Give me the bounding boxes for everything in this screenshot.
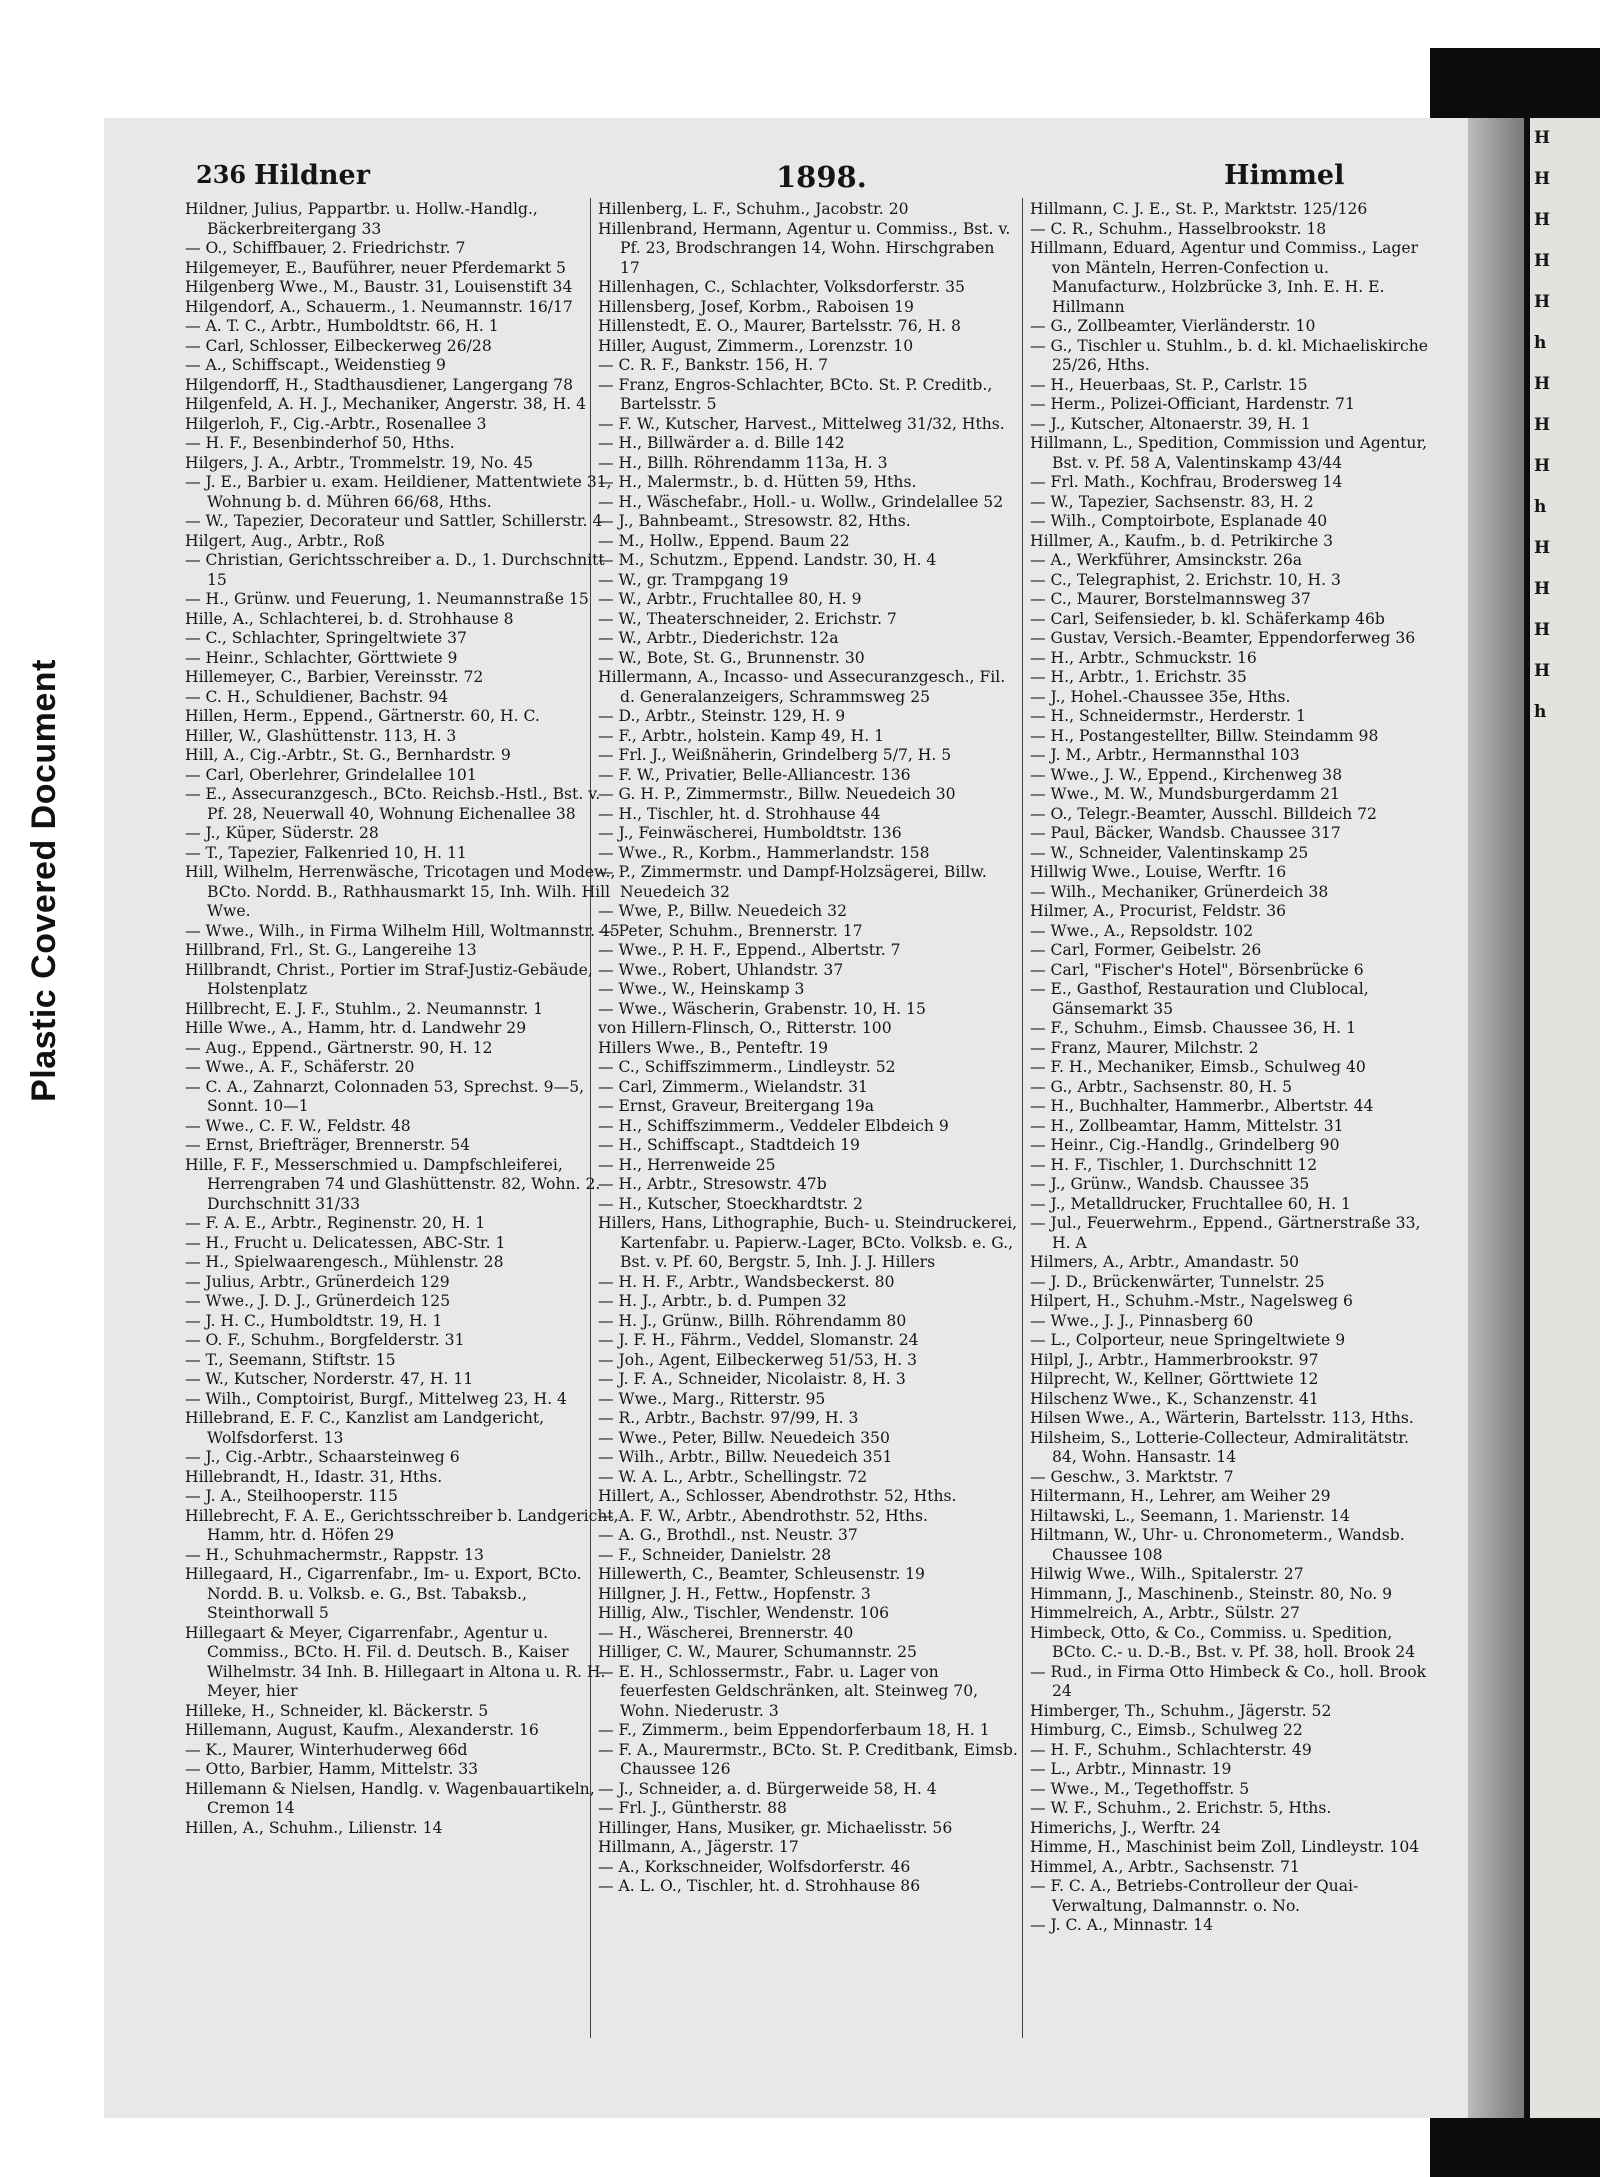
directory-entry: — Heinr., Schlachter, Görttwiete 9 <box>185 648 458 667</box>
next-page-fragment: H <box>1534 620 1551 640</box>
directory-entry: Hilgenberg Wwe., M., Baustr. 31, Louisenstift 34 <box>185 278 573 296</box>
directory-entry: — Wwe., Wilh., in Firma Wilhelm Hill, Woltmannstr. 45 <box>185 921 620 940</box>
directory-entry: Hillenbrand, Hermann, Agentur u. Commiss., Bst. v. Pf. 23, Brodschrangen 14, Wohn. Hirschgraben 17 <box>598 219 1011 277</box>
directory-entry: — J., Kutscher, Altonaerstr. 39, H. 1 <box>1030 414 1311 433</box>
next-page-fragment: H <box>1534 661 1551 681</box>
directory-entry: — W., Tapezier, Sachsenstr. 83, H. 2 <box>1030 492 1314 511</box>
next-page-fragment: H <box>1534 210 1551 230</box>
directory-entry: — M., Hollw., Eppend. Baum 22 <box>598 531 850 550</box>
directory-entry: — H., Zollbeamtar, Hamm, Mittelstr. 31 <box>1030 1116 1344 1135</box>
directory-entry: Hillers Wwe., B., Penteftr. 19 <box>598 1038 829 1057</box>
directory-entry: — H., Wäscherei, Brennerstr. 40 <box>598 1623 854 1642</box>
directory-entry: Hillers, Hans, Lithographie, Buch- u. Steindruckerei, Kartenfabr. u. Papierw.-Lager, BCto. Volksb. e. G., Bst. v. Pf. 60, Bergstr. 5, Inh. J. J. Hillers <box>598 1214 1018 1271</box>
directory-entry: Hillensberg, Josef, Korbm., Raboisen 19 <box>598 297 914 316</box>
directory-entry: — Wwe., J. J., Pinnasberg 60 <box>1030 1311 1254 1330</box>
directory-entry: Hilgerloh, F., Cig.-Arbtr., Rosenallee 3 <box>185 414 487 433</box>
directory-entry: — H., Wäschefabr., Holl.- u. Wollw., Grindelallee 52 <box>598 492 1004 511</box>
directory-entry: — R., Arbtr., Bachstr. 97/99, H. 3 <box>598 1409 859 1427</box>
directory-entry: Himberger, Th., Schuhm., Jägerstr. 52 <box>1030 1701 1332 1720</box>
directory-entry: — Jul., Feuerwehrm., Eppend., Gärtnerstraße 33, H. A <box>1030 1214 1421 1252</box>
next-page-fragment: H <box>1534 579 1551 599</box>
directory-entry: Hiltermann, H., Lehrer, am Weiher 29 <box>1030 1487 1331 1505</box>
directory-entry: Hill, Wilhelm, Herrenwäsche, Tricotagen und Modew., BCto. Nordd. B., Rathhausmarkt 15, Inh. Wilh. Hill Wwe. <box>185 863 616 920</box>
directory-entry: — A., Schiffscapt., Weidenstieg 9 <box>185 356 446 374</box>
next-page-fragment: H <box>1534 128 1551 148</box>
directory-entry: — F. H., Mechaniker, Eimsb., Schulweg 40 <box>1030 1058 1366 1076</box>
directory-entry: — H., Schiffscapt., Stadtdeich 19 <box>598 1136 860 1154</box>
gutter-shadow <box>1468 118 1524 2118</box>
page-number: 236 <box>196 160 247 189</box>
directory-entry: — Wilh., Comptoirist, Burgf., Mittelweg 23, H. 4 <box>185 1389 567 1408</box>
directory-entry: — Carl, Former, Geibelstr. 26 <box>1030 941 1262 959</box>
directory-entry: — J., Bahnbeamt., Stresowstr. 82, Hths. <box>598 512 911 530</box>
directory-entry: Himburg, C., Eimsb., Schulweg 22 <box>1030 1721 1303 1739</box>
directory-entry: — H., Billwärder a. d. Bille 142 <box>598 434 845 452</box>
next-page-fragment: H <box>1534 251 1551 271</box>
directory-entry: — D., Arbtr., Steinstr. 129, H. 9 <box>598 707 846 725</box>
next-page-fragment: h <box>1534 333 1547 353</box>
next-page-fragment: H <box>1534 169 1551 189</box>
directory-entry: — J. C. A., Minnastr. 14 <box>1030 1916 1214 1934</box>
directory-entry: Hilliger, C. W., Maurer, Schumannstr. 25 <box>598 1643 917 1661</box>
directory-entry: — W., Arbtr., Fruchtallee 80, H. 9 <box>598 590 862 608</box>
directory-entry: Hillenberg, L. F., Schuhm., Jacobstr. 20 <box>598 200 909 218</box>
directory-entry: — Christian, Gerichtsschreiber a. D., 1. Durchschnitt 15 <box>185 551 605 589</box>
next-page-edge <box>1530 118 1600 2118</box>
directory-entry: Hillenhagen, C., Schlachter, Volksdorferstr. 35 <box>598 278 965 296</box>
directory-entry: Himmann, J., Maschinenb., Steinstr. 80, No. 9 <box>1030 1584 1393 1603</box>
next-page-fragment: H <box>1534 456 1551 476</box>
directory-entry: — A. F. W., Arbtr., Abendrothstr. 52, Hths. <box>598 1506 928 1525</box>
directory-entry: — O. F., Schuhm., Borgfelderstr. 31 <box>185 1331 465 1349</box>
directory-entry: — O., Telegr.-Beamter, Ausschl. Billdeich 72 <box>1030 804 1377 823</box>
directory-entry: Hillwig Wwe., Louise, Werftr. 16 <box>1030 863 1287 881</box>
directory-entry: — W., Bote, St. G., Brunnenstr. 30 <box>598 648 865 667</box>
directory-entry: — Wwe., Peter, Billw. Neuedeich 350 <box>598 1428 890 1447</box>
directory-entry: — M., Schutzm., Eppend. Landstr. 30, H. 4 <box>598 551 937 569</box>
directory-entry: — H. J., Grünw., Billh. Röhrendamm 80 <box>598 1311 907 1330</box>
directory-entry: Hilsheim, S., Lotterie-Collecteur, Admiralitätstr. 84, Wohn. Hansastr. 14 <box>1030 1428 1409 1466</box>
directory-entry: — C. H., Schuldiener, Bachstr. 94 <box>185 687 449 706</box>
directory-entry: Hiltawski, L., Seemann, 1. Marienstr. 14 <box>1030 1506 1350 1525</box>
directory-entry: — Franz, Engros-Schlachter, BCto. St. P. Creditb., Bartelsstr. 5 <box>598 375 993 413</box>
directory-entry: — Frl. J., Güntherstr. 88 <box>598 1799 787 1817</box>
directory-entry: Hillgner, J. H., Fettw., Hopfenstr. 3 <box>598 1584 871 1603</box>
directory-entry: — Rud., in Firma Otto Himbeck & Co., holl. Brook 24 <box>1030 1662 1427 1700</box>
directory-entry: — E. H., Schlossermstr., Fabr. u. Lager von feuerfesten Geldschränken, alt. Steinweg 70, Wohn. Niederustr. 3 <box>598 1662 979 1720</box>
directory-entry: Hilmers, A., Arbtr., Amandastr. 50 <box>1030 1253 1300 1271</box>
directory-entry: — G., Tischler u. Stuhlm., b. d. kl. Michaeliskirche 25/26, Hths. <box>1030 336 1429 374</box>
next-page-fragment: H <box>1534 292 1551 312</box>
directory-entry: — Ernst, Graveur, Breitergang 19a <box>598 1097 875 1115</box>
directory-entry: — W., gr. Trampgang 19 <box>598 570 789 589</box>
directory-entry: — H., Postangestellter, Billw. Steindamm 98 <box>1030 726 1379 745</box>
directory-entry: — F. A., Maurermstr., BCto. St. P. Creditbank, Eimsb. Chaussee 126 <box>598 1740 1018 1778</box>
directory-entry: — Carl, Zimmerm., Wielandstr. 31 <box>598 1077 868 1096</box>
directory-entry: — H. F., Schuhm., Schlachterstr. 49 <box>1030 1740 1312 1759</box>
directory-entry: — J., Feinwäscherei, Humboldtstr. 136 <box>598 824 902 842</box>
directory-entry: — H., Tischler, ht. d. Strohhause 44 <box>598 804 881 823</box>
directory-entry: — F., Schuhm., Eimsb. Chaussee 36, H. 1 <box>1030 1019 1356 1037</box>
directory-entry: Hille, F. F., Messerschmied u. Dampfschleiferei, Herrengraben 74 und Glashüttenstr. 82, Wohn. 2. Durchschnitt 31/33 <box>185 1155 601 1213</box>
directory-entry: — L., Colporteur, neue Springeltwiete 9 <box>1030 1331 1346 1349</box>
directory-entry: Hille Wwe., A., Hamm, htr. d. Landwehr 29 <box>185 1019 527 1037</box>
directory-entry: Hillmann, L., Spedition, Commission und Agentur, Bst. v. Pf. 58 A, Valentinskamp 43/44 <box>1030 434 1428 472</box>
directory-entry: — Wwe., M., Tegethoffstr. 5 <box>1030 1779 1250 1798</box>
directory-entry: — C., Maurer, Borstelmannsweg 37 <box>1030 590 1311 608</box>
directory-entry: — J. M., Arbtr., Hermannsthal 103 <box>1030 746 1300 764</box>
directory-entry: — Carl, Schlosser, Eilbeckerweg 26/28 <box>185 336 492 355</box>
directory-entry: Hilschenz Wwe., K., Schanzenstr. 41 <box>1030 1389 1319 1408</box>
directory-entry: — Herm., Polizei-Officiant, Hardenstr. 71 <box>1030 395 1355 413</box>
directory-entry: Himerichs, J., Werftr. 24 <box>1030 1818 1221 1837</box>
directory-entry: — J. F. A., Schneider, Nicolaistr. 8, H. 3 <box>598 1370 906 1388</box>
directory-entry: — C. R. F., Bankstr. 156, H. 7 <box>598 356 829 374</box>
directory-entry: — Carl, Oberlehrer, Grindelallee 101 <box>185 765 477 784</box>
directory-entry: — W., Tapezier, Decorateur und Sattler, Schillerstr. 4 <box>185 512 603 530</box>
directory-entry: — Otto, Barbier, Hamm, Mittelstr. 33 <box>185 1760 479 1778</box>
directory-entry: Hilpl, J., Arbtr., Hammerbrookstr. 97 <box>1030 1350 1319 1369</box>
directory-entry: — C., Telegraphist, 2. Erichstr. 10, H. 3 <box>1030 570 1341 589</box>
directory-column-1 <box>185 200 625 1838</box>
directory-entry: Hilgert, Aug., Arbtr., Roß <box>185 531 385 550</box>
directory-entry: von Hillern-Flinsch, O., Ritterstr. 100 <box>598 1019 892 1037</box>
directory-entry: Hillbrand, Frl., St. G., Langereihe 13 <box>185 941 477 959</box>
directory-entry: — A., Werkführer, Amsinckstr. 26a <box>1030 551 1303 569</box>
directory-entry: — H., Schiffszimmerm., Veddeler Elbdeich 9 <box>598 1116 949 1135</box>
directory-entry: — J., Hohel.-Chaussee 35e, Hths. <box>1030 687 1291 706</box>
directory-entry: Hillmann, C. J. E., St. P., Marktstr. 125/126 <box>1030 200 1368 218</box>
next-page-fragment: h <box>1534 702 1547 722</box>
directory-entry: — F. W., Privatier, Belle-Alliancestr. 136 <box>598 765 911 784</box>
directory-entry: Himbeck, Otto, & Co., Commiss. u. Spedition, BCto. C.- u. D.-B., Bst. v. Pf. 38, holl. Brook 24 <box>1030 1623 1416 1661</box>
directory-entry: — J. D., Brückenwärter, Tunnelstr. 25 <box>1030 1272 1325 1291</box>
directory-entry: — H., Schuhmachermstr., Rappstr. 13 <box>185 1545 484 1564</box>
directory-entry: Hillen, Herm., Eppend., Gärtnerstr. 60, H. C. <box>185 707 540 725</box>
directory-entry: Hilpert, H., Schuhm.-Mstr., Nagelsweg 6 <box>1030 1292 1353 1310</box>
directory-entry: — Wwe., Robert, Uhlandstr. 37 <box>598 960 844 979</box>
directory-entry: — H. J., Arbtr., b. d. Pumpen 32 <box>598 1292 847 1310</box>
directory-entry: — A. L. O., Tischler, ht. d. Strohhause 86 <box>598 1877 921 1895</box>
directory-entry: — Geschw., 3. Marktstr. 7 <box>1030 1467 1234 1486</box>
directory-entry: Hillemeyer, C., Barbier, Vereinsstr. 72 <box>185 668 484 686</box>
directory-entry: — E., Gasthof, Restauration und Clublocal, Gänsemarkt 35 <box>1030 980 1369 1018</box>
directory-entry: — T., Tapezier, Falkenried 10, H. 11 <box>185 843 467 862</box>
directory-column-2 <box>598 200 1018 1897</box>
directory-entry: — H., Schneidermstr., Herderstr. 1 <box>1030 707 1306 725</box>
directory-entry: Hilgendorff, H., Stadthausdiener, Langergang 78 <box>185 375 574 394</box>
header-left-word: Hildner <box>254 160 370 191</box>
directory-entry: — J. E., Barbier u. exam. Heildiener, Mattentwiete 31, Wohnung b. d. Mühren 66/68, Hths. <box>185 473 612 511</box>
directory-entry: Hille, A., Schlachterei, b. d. Strohhause 8 <box>185 609 514 628</box>
directory-entry: — Paul, Bäcker, Wandsb. Chaussee 317 <box>1030 824 1341 842</box>
page-header <box>104 160 1424 200</box>
directory-entry: Hillemann & Nielsen, Handlg. v. Wagenbauartikeln, Cremon 14 <box>185 1779 595 1817</box>
directory-entry: — J., Grünw., Wandsb. Chaussee 35 <box>1030 1175 1310 1193</box>
directory-entry: Hilsen Wwe., A., Wärterin, Bartelsstr. 113, Hths. <box>1030 1409 1414 1427</box>
directory-entry: — Wwe., M. W., Mundsburgerdamm 21 <box>1030 785 1340 803</box>
directory-entry: — W. F., Schuhm., 2. Erichstr. 5, Hths. <box>1030 1799 1332 1817</box>
directory-entry: — Franz, Maurer, Milchstr. 2 <box>1030 1038 1259 1057</box>
directory-entry: — H., Herrenweide 25 <box>598 1155 776 1174</box>
directory-entry: — Wwe., A., Repsoldstr. 102 <box>1030 921 1254 940</box>
directory-entry: — H., Kutscher, Stoeckhardtstr. 2 <box>598 1194 863 1213</box>
directory-entry: — Wilh., Comptoirbote, Esplanade 40 <box>1030 512 1328 530</box>
directory-entry: Hilgendorf, A., Schauerm., 1. Neumannstr. 16/17 <box>185 297 573 316</box>
directory-entry: — Peter, Schuhm., Brennerstr. 17 <box>598 921 863 940</box>
directory-entry: — C., Schiffszimmerm., Lindleystr. 52 <box>598 1058 896 1076</box>
directory-entry: — H., Spielwaarengesch., Mühlenstr. 28 <box>185 1253 504 1271</box>
directory-entry: — Carl, "Fischer's Hotel", Börsenbrücke 6 <box>1030 960 1364 979</box>
directory-entry: — Heinr., Cig.-Handlg., Grindelberg 90 <box>1030 1136 1340 1154</box>
directory-entry: — H. F., Tischler, 1. Durchschnitt 12 <box>1030 1155 1318 1174</box>
directory-entry: — J., Küper, Süderstr. 28 <box>185 824 379 842</box>
column-divider <box>1022 198 1023 2038</box>
directory-entry: — C., Schlachter, Springeltwiete 37 <box>185 629 467 647</box>
directory-entry: — Gustav, Versich.-Beamter, Eppendorferweg 36 <box>1030 629 1416 647</box>
directory-entry: Hilleke, H., Schneider, kl. Bäckerstr. 5 <box>185 1701 489 1720</box>
directory-entry: — H., Arbtr., Stresowstr. 47b <box>598 1175 827 1193</box>
directory-entry: — Carl, Seifensieder, b. kl. Schäferkamp 46b <box>1030 609 1385 628</box>
directory-entry: — H. H. F., Arbtr., Wandsbeckerst. 80 <box>598 1272 895 1291</box>
directory-entry: — G., Zollbeamter, Vierländerstr. 10 <box>1030 317 1316 335</box>
directory-entry: — Wwe., C. F. W., Feldstr. 48 <box>185 1116 411 1135</box>
directory-entry: — F. C. A., Betriebs-Controlleur der Quai-Verwaltung, Dalmannstr. o. No. <box>1030 1877 1359 1915</box>
directory-entry: — A. T. C., Arbtr., Humboldtstr. 66, H. 1 <box>185 317 499 335</box>
directory-entry: — T., Seemann, Stiftstr. 15 <box>185 1350 396 1369</box>
directory-entry: — J. A., Steilhooperstr. 115 <box>185 1487 398 1505</box>
directory-entry: — L., Arbtr., Minnastr. 19 <box>1030 1760 1232 1778</box>
directory-entry: — C. A., Zahnarzt, Colonnaden 53, Sprechst. 9—5, Sonnt. 10—1 <box>185 1077 585 1115</box>
next-page-fragment: H <box>1534 415 1551 435</box>
directory-entry: — W., Theaterschneider, 2. Erichstr. 7 <box>598 609 897 628</box>
directory-entry: Hillebrecht, F. A. E., Gerichtsschreiber b. Landgericht, Hamm, htr. d. Höfen 29 <box>185 1506 619 1544</box>
directory-entry: — A. G., Brothdl., nst. Neustr. 37 <box>598 1526 858 1544</box>
directory-entry: Hiller, W., Glashüttenstr. 113, H. 3 <box>185 726 457 745</box>
directory-entry: Hiltmann, W., Uhr- u. Chronometerm., Wandsb. Chaussee 108 <box>1030 1526 1405 1564</box>
directory-entry: — Wwe., Marg., Ritterstr. 95 <box>598 1389 826 1408</box>
directory-entry: Hilmer, A., Procurist, Feldstr. 36 <box>1030 902 1287 920</box>
directory-entry: — H., Billh. Röhrendamm 113a, H. 3 <box>598 453 888 472</box>
directory-entry: Hillmann, Eduard, Agentur und Commiss., Lager von Mänteln, Herren-Confection u. Manufacturw., Holzbrücke 3, Inh. E. H. E. Hillmann <box>1030 239 1419 316</box>
directory-entry: — H. F., Besenbinderhof 50, Hths. <box>185 434 455 452</box>
directory-entry: Hillig, Alw., Tischler, Wendenstr. 106 <box>598 1604 890 1622</box>
next-page-fragment: h <box>1534 497 1547 517</box>
directory-entry: — W., Kutscher, Norderstr. 47, H. 11 <box>185 1370 474 1388</box>
directory-entry: — H., Grünw. und Feuerung, 1. Neumannstraße 15 <box>185 590 589 608</box>
directory-entry: Hillebrandt, H., Idastr. 31, Hths. <box>185 1467 443 1486</box>
directory-entry: — Frl. J., Weißnäherin, Grindelberg 5/7, H. 5 <box>598 746 952 764</box>
directory-entry: — P., Zimmermstr. und Dampf-Holzsägerei, Billw. Neuedeich 32 <box>598 863 987 901</box>
directory-entry: — G. H. P., Zimmermstr., Billw. Neuedeich 30 <box>598 785 956 803</box>
directory-entry: Hillewerth, C., Beamter, Schleusenstr. 19 <box>598 1565 925 1583</box>
directory-entry: — Wwe., J. D. J., Grünerdeich 125 <box>185 1292 451 1310</box>
directory-entry: Himme, H., Maschinist beim Zoll, Lindleystr. 104 <box>1030 1838 1420 1856</box>
directory-entry: Hilgers, J. A., Arbtr., Trommelstr. 19, No. 45 <box>185 453 534 472</box>
directory-entry: Himmelreich, A., Arbtr., Sülstr. 27 <box>1030 1604 1300 1622</box>
directory-entry: — H., Malermstr., b. d. Hütten 59, Hths. <box>598 473 917 491</box>
directory-entry: Hilgenfeld, A. H. J., Mechaniker, Angerstr. 38, H. 4 <box>185 395 587 413</box>
next-page-fragment: H <box>1534 538 1551 558</box>
directory-entry: — Julius, Arbtr., Grünerdeich 129 <box>185 1272 450 1291</box>
directory-entry: — J., Cig.-Arbtr., Schaarsteinweg 6 <box>185 1448 460 1466</box>
directory-entry: — K., Maurer, Winterhuderweg 66d <box>185 1740 468 1759</box>
directory-entry: — J., Metalldrucker, Fruchtallee 60, H. 1 <box>1030 1194 1351 1213</box>
directory-entry: Hillebrand, E. F. C., Kanzlist am Landgericht, Wolfsdorferst. 13 <box>185 1409 545 1447</box>
directory-entry: — E., Assecuranzgesch., BCto. Reichsb.-Hstl., Bst. v. Pf. 28, Neuerwall 40, Wohnung Eichenallee 38 <box>185 785 601 823</box>
directory-entry: — W., Arbtr., Diederichstr. 12a <box>598 629 839 647</box>
directory-entry: — H., Frucht u. Delicatessen, ABC-Str. 1 <box>185 1233 506 1252</box>
directory-entry: — Wwe., Wäscherin, Grabenstr. 10, H. 15 <box>598 999 926 1018</box>
next-page-fragment: H <box>1534 374 1551 394</box>
directory-entry: Hiller, August, Zimmerm., Lorenzstr. 10 <box>598 336 914 355</box>
directory-entry: Hillemann, August, Kaufm., Alexanderstr. 16 <box>185 1721 539 1739</box>
directory-entry: — H., Arbtr., 1. Erichstr. 35 <box>1030 668 1247 686</box>
directory-entry: — Wilh., Mechaniker, Grünerdeich 38 <box>1030 882 1329 901</box>
directory-entry: Hillegaard, H., Cigarrenfabr., Im- u. Export, BCto. Nordd. B. u. Volksb. e. G., Bst. Tabaksb., Steinthorwall 5 <box>185 1565 582 1622</box>
directory-entry: — Wwe., J. W., Eppend., Kirchenweg 38 <box>1030 765 1343 784</box>
directory-entry: — H., Heuerbaas, St. P., Carlstr. 15 <box>1030 375 1308 394</box>
directory-entry: — A., Korkschneider, Wolfsdorferstr. 46 <box>598 1857 911 1876</box>
directory-entry: Hilgemeyer, E., Bauführer, neuer Pferdemarkt 5 <box>185 258 566 277</box>
header-year: 1898. <box>776 160 867 194</box>
directory-entry: Hildner, Julius, Pappartbr. u. Hollw.-Handlg., Bäckerbreitergang 33 <box>185 200 538 238</box>
directory-entry: — O., Schiffbauer, 2. Friedrichstr. 7 <box>185 239 466 257</box>
directory-entry: Hilwig Wwe., Wilh., Spitalerstr. 27 <box>1030 1565 1304 1583</box>
directory-entry: Hillmann, A., Jägerstr. 17 <box>598 1838 799 1856</box>
directory-entry: — F., Arbtr., holstein. Kamp 49, H. 1 <box>598 726 885 745</box>
directory-entry: Hillinger, Hans, Musiker, gr. Michaelisstr. 56 <box>598 1818 953 1837</box>
directory-entry: — W. A. L., Arbtr., Schellingstr. 72 <box>598 1467 868 1486</box>
directory-entry: — J. F. H., Fährm., Veddel, Slomanstr. 24 <box>598 1331 919 1349</box>
directory-entry: — J. H. C., Humboldtstr. 19, H. 1 <box>185 1311 443 1330</box>
directory-entry: — Wwe., A. F., Schäferstr. 20 <box>185 1058 415 1076</box>
directory-entry: — H., Buchhalter, Hammerbr., Albertstr. 44 <box>1030 1097 1374 1115</box>
directory-entry: — Wwe., W., Heinskamp 3 <box>598 980 805 998</box>
directory-entry: — Wwe., P. H. F., Eppend., Albertstr. 7 <box>598 941 901 959</box>
directory-entry: — Wwe., R., Korbm., Hammerlandstr. 158 <box>598 843 930 862</box>
directory-entry: — F. W., Kutscher, Harvest., Mittelweg 31/32, Hths. <box>598 414 1005 433</box>
directory-entry: Hill, A., Cig.-Arbtr., St. G., Bernhardstr. 9 <box>185 746 511 764</box>
directory-entry: Hillmer, A., Kaufm., b. d. Petrikirche 3 <box>1030 531 1334 550</box>
directory-entry: Hillen, A., Schuhm., Lilienstr. 14 <box>185 1818 443 1837</box>
directory-entry: — Frl. Math., Kochfrau, Brodersweg 14 <box>1030 473 1343 491</box>
directory-entry: — G., Arbtr., Sachsenstr. 80, H. 5 <box>1030 1077 1293 1096</box>
directory-entry: — Wwe, P., Billw. Neuedeich 32 <box>598 902 848 920</box>
header-right-word: Himmel <box>1224 160 1345 191</box>
directory-entry: — C. R., Schuhm., Hasselbrookstr. 18 <box>1030 219 1327 238</box>
directory-entry: — Joh., Agent, Eilbeckerweg 51/53, H. 3 <box>598 1350 918 1369</box>
directory-entry: Hillermann, A., Incasso- und Assecuranzgesch., Fil. d. Generalanzeigers, Schrammsweg 25 <box>598 668 1006 706</box>
directory-entry: Hillenstedt, E. O., Maurer, Bartelsstr. 76, H. 8 <box>598 317 961 335</box>
directory-entry: — J., Schneider, a. d. Bürgerweide 58, H. 4 <box>598 1779 937 1798</box>
directory-entry: Hillert, A., Schlosser, Abendrothstr. 52, Hths. <box>598 1487 957 1505</box>
directory-entry: — Ernst, Briefträger, Brennerstr. 54 <box>185 1136 471 1154</box>
directory-entry: — Aug., Eppend., Gärtnerstr. 90, H. 12 <box>185 1038 493 1057</box>
directory-entry: — F., Zimmerm., beim Eppendorferbaum 18, H. 1 <box>598 1721 990 1739</box>
directory-entry: — Wilh., Arbtr., Billw. Neuedeich 351 <box>598 1448 893 1466</box>
side-label <box>14 620 74 1140</box>
directory-entry: — W., Schneider, Valentinskamp 25 <box>1030 843 1309 862</box>
directory-entry: — F., Schneider, Danielstr. 28 <box>598 1545 832 1564</box>
directory-entry: Hillbrandt, Christ., Portier im Straf-Justiz-Gebäude, Holstenplatz <box>185 960 593 998</box>
directory-entry: Hillegaart & Meyer, Cigarrenfabr., Agentur u. Commiss., BCto. H. Fil. d. Deutsch. B., Kaiser Wilhelmstr. 34 Inh. B. Hillegaart in Altona u. R. H. Meyer, hier <box>185 1623 606 1700</box>
directory-entry: — H., Arbtr., Schmuckstr. 16 <box>1030 648 1257 667</box>
directory-entry: Himmel, A., Arbtr., Sachsenstr. 71 <box>1030 1857 1300 1876</box>
directory-column-3 <box>1030 200 1430 1936</box>
directory-entry: Hilprecht, W., Kellner, Görttwiete 12 <box>1030 1370 1319 1388</box>
directory-entry: — F. A. E., Arbtr., Reginenstr. 20, H. 1 <box>185 1214 486 1232</box>
side-label-text: Plastic Covered Document <box>24 658 63 1102</box>
directory-entry: Hillbrecht, E. J. F., Stuhlm., 2. Neumannstr. 1 <box>185 999 544 1018</box>
